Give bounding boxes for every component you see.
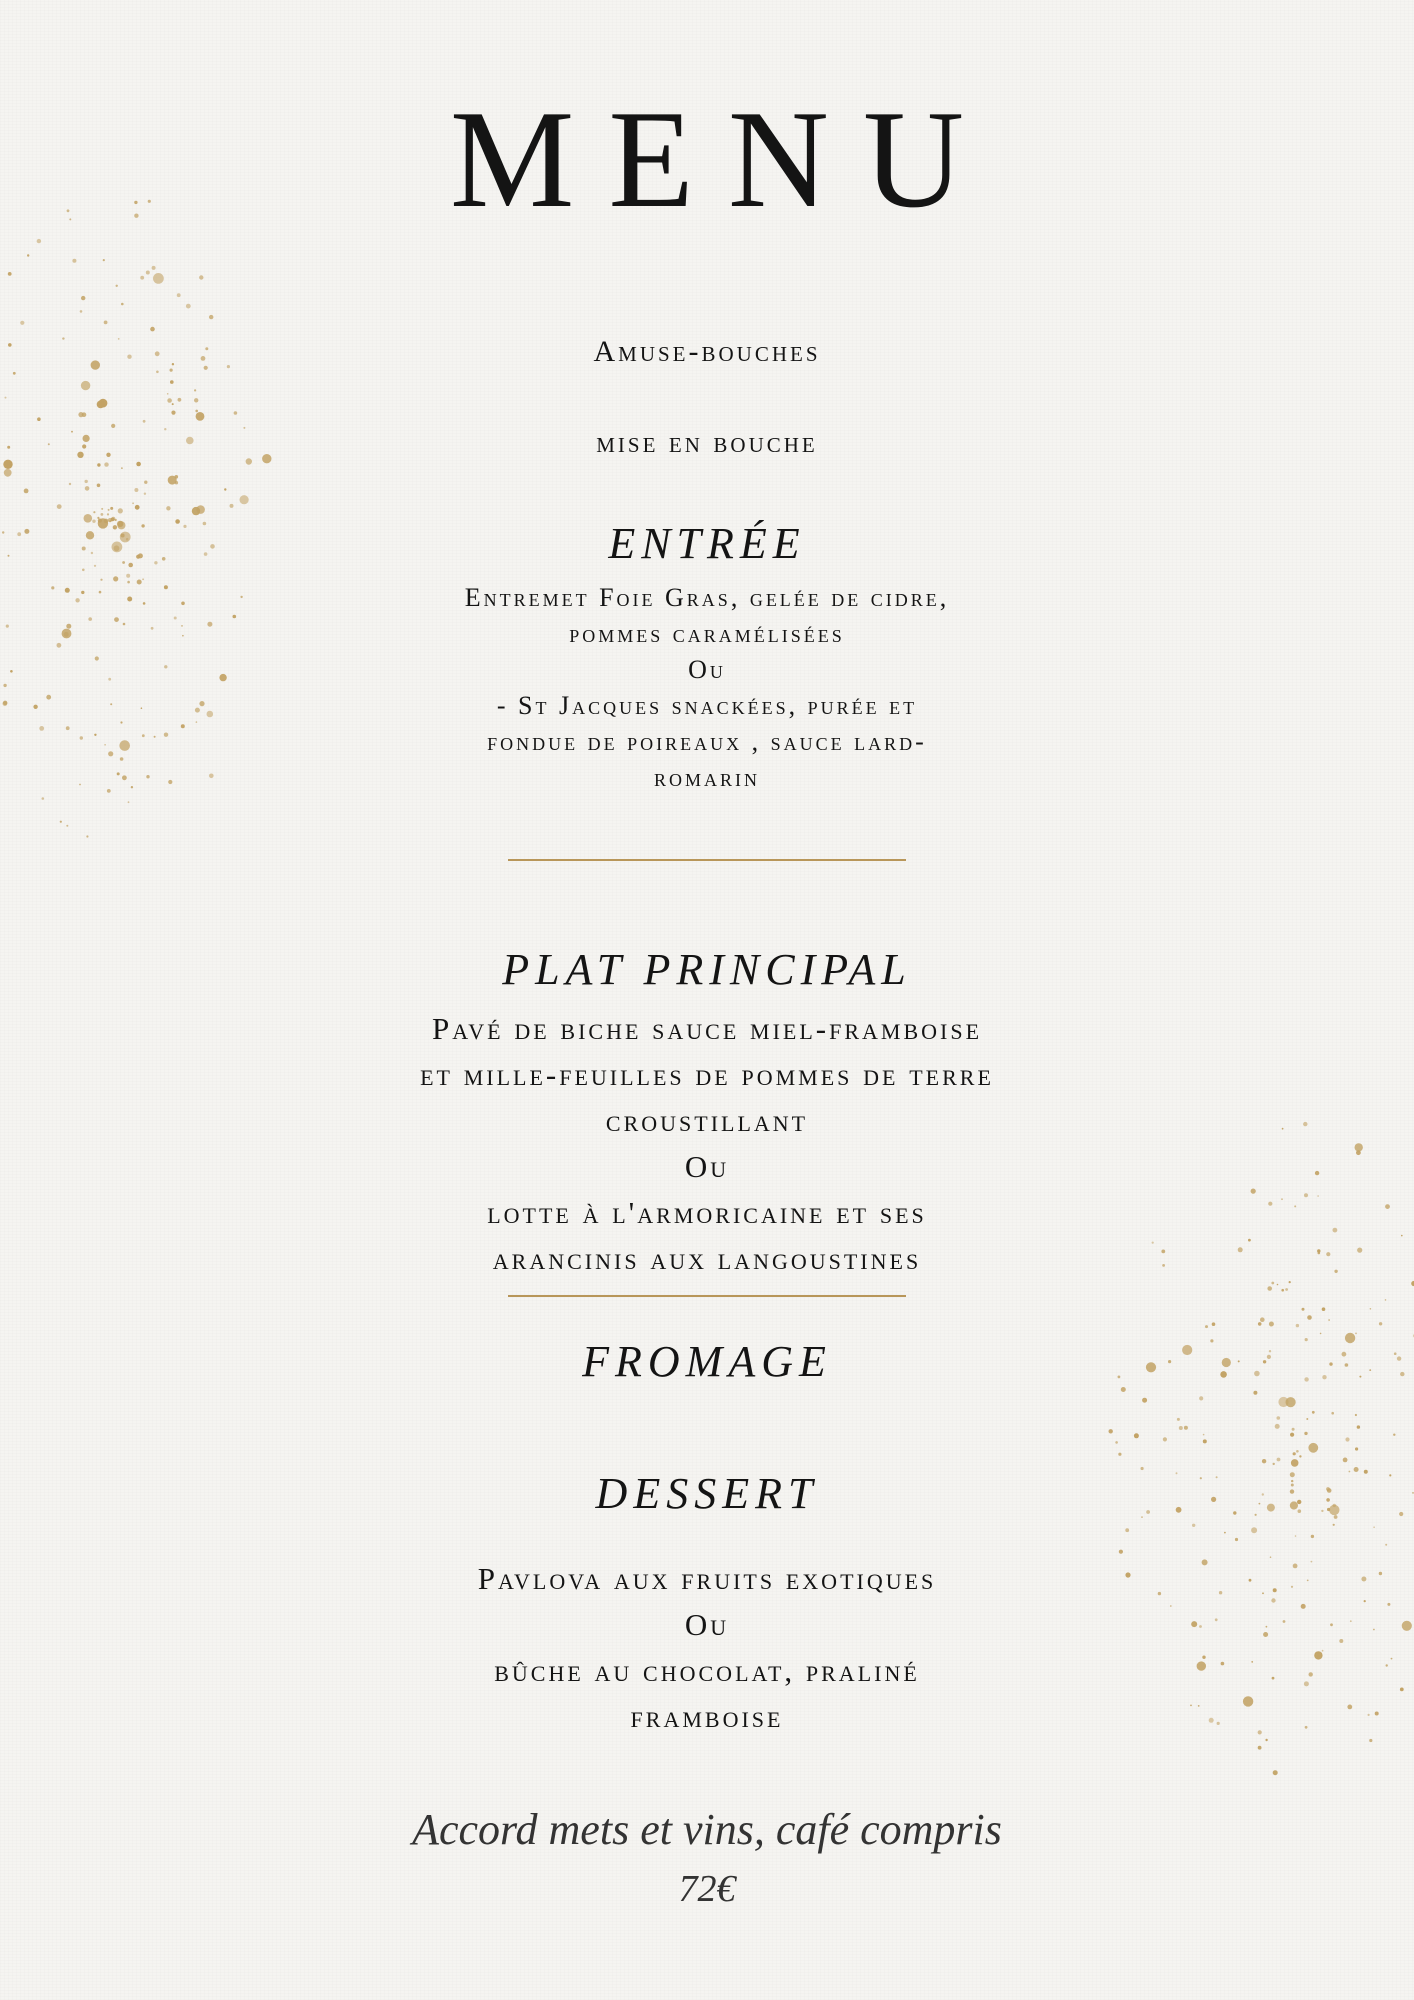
gold-fleck (101, 513, 104, 516)
gold-fleck (1357, 1425, 1360, 1428)
gold-fleck (140, 276, 144, 280)
gold-fleck (103, 259, 105, 261)
gold-fleck (172, 403, 174, 405)
gold-fleck (1312, 1411, 1315, 1414)
gold-fleck (1212, 1322, 1216, 1326)
gold-fleck (192, 507, 200, 515)
entree-line: Ou (688, 655, 726, 684)
plat-line: croustillant (605, 1103, 809, 1138)
plat-line: lotte à l'armoricaine et ses (487, 1195, 927, 1230)
gold-fleck (97, 401, 105, 409)
gold-fleck (1177, 1418, 1180, 1421)
gold-fleck (167, 398, 172, 403)
gold-fleck (20, 321, 24, 325)
gold-fleck (1343, 1458, 1348, 1463)
gold-fleck (66, 825, 68, 827)
gold-fleck (1192, 1524, 1195, 1527)
gold-fleck (37, 417, 41, 421)
gold-fleck (146, 271, 150, 275)
gold-fleck (121, 303, 124, 306)
gold-fleck (1292, 1428, 1295, 1431)
gold-fleck (144, 481, 147, 484)
gold-fleck (1331, 1412, 1334, 1415)
gold-fleck (1134, 1433, 1139, 1438)
gold-fleck (4, 469, 12, 477)
gold-fleck (1373, 1526, 1375, 1528)
entree-line: pommes caramélisées (569, 619, 845, 648)
gold-fleck (230, 504, 234, 508)
gold-fleck (224, 488, 226, 490)
gold-fleck (42, 797, 45, 800)
entree-line: - St Jacques snackées, purée et (496, 691, 918, 720)
gold-fleck (1291, 1459, 1299, 1467)
gold-fleck (80, 310, 83, 313)
gold-fleck (1235, 1538, 1238, 1541)
gold-fleck (194, 389, 196, 391)
gold-fleck (1109, 1429, 1113, 1433)
gold-fleck (5, 397, 7, 399)
gold-fleck (196, 412, 205, 421)
gold-fleck (82, 569, 85, 572)
gold-fleck (1258, 1746, 1262, 1750)
gold-fleck (135, 505, 140, 510)
gold-fleck (1307, 1315, 1312, 1320)
dessert-line: framboise (630, 1699, 784, 1734)
amuse-bouches-line: mise en bouche (596, 426, 818, 459)
gold-fleck (1355, 1414, 1357, 1416)
entree-line: fondue de poireaux , sauce lard- (487, 727, 927, 756)
gold-fleck (1258, 1322, 1262, 1326)
gold-fleck (1296, 1324, 1299, 1327)
gold-fleck (170, 369, 173, 372)
gold-fleck (152, 266, 156, 270)
gold-fleck (81, 296, 85, 300)
gold-fleck (178, 398, 182, 402)
gold-fleck (1121, 1387, 1126, 1392)
gold-fleck (1277, 1458, 1281, 1462)
dessert-line: Ou (684, 1607, 730, 1642)
gold-fleck (1370, 1308, 1372, 1310)
gold-fleck (1267, 1286, 1272, 1291)
gold-fleck (13, 372, 16, 375)
gold-fleck (1205, 1325, 1208, 1328)
gold-fleck (1333, 1524, 1335, 1526)
gold-fleck (82, 412, 87, 417)
gold-fleck (1295, 1535, 1297, 1537)
gold-fleck (1251, 1527, 1257, 1533)
gold-fleck (1355, 1447, 1358, 1450)
entree-list (0, 580, 1414, 796)
gold-fleck (104, 462, 108, 466)
gold-fleck (171, 411, 175, 415)
plat-line: arancinis aux langoustines (492, 1241, 922, 1276)
gold-fleck (1179, 1426, 1183, 1430)
gold-fleck (1142, 1398, 1147, 1403)
gold-fleck (143, 420, 146, 423)
gold-fleck (1203, 1439, 1207, 1443)
gold-fleck (86, 835, 88, 837)
gold-fleck (1286, 1397, 1296, 1407)
gold-fleck (134, 488, 138, 492)
gold-fleck (104, 321, 108, 325)
gold-fleck (37, 239, 41, 243)
gold-fleck (116, 285, 118, 287)
gold-fleck (199, 275, 203, 279)
gold-fleck (1269, 1322, 1274, 1327)
gold-fleck (8, 272, 12, 276)
plat-line: Ou (684, 1149, 730, 1184)
gold-fleck (27, 254, 29, 256)
gold-fleck (1320, 1333, 1322, 1335)
gold-fleck (1290, 1433, 1294, 1437)
gold-fleck (153, 273, 164, 284)
footer-note: Accord mets et vins, café compris (412, 1805, 1002, 1854)
gold-divider (508, 859, 906, 861)
gold-fleck (81, 381, 90, 390)
gold-fleck (1285, 1288, 1288, 1291)
gold-fleck (194, 398, 198, 402)
gold-fleck (97, 484, 101, 488)
gold-fleck (1115, 1441, 1118, 1444)
gold-fleck (1385, 1299, 1387, 1301)
plat-principal-heading: PLAT PRINCIPAL (502, 945, 912, 994)
gold-fleck (1311, 1535, 1314, 1538)
gold-fleck (1273, 1463, 1275, 1465)
menu-title: MENU (449, 82, 999, 237)
plat-line: et mille-feuilles de pommes de terre (420, 1057, 994, 1092)
gold-fleck (93, 511, 95, 513)
dessert-line: Pavlova aux fruits exotiques (477, 1561, 937, 1596)
gold-fleck (1322, 1307, 1326, 1311)
gold-fleck (177, 293, 181, 297)
gold-fleck (170, 380, 174, 384)
gold-fleck (246, 458, 252, 464)
gold-fleck (126, 574, 130, 578)
gold-fleck (1355, 1333, 1357, 1335)
gold-fleck (1345, 1437, 1349, 1441)
gold-fleck (1273, 1770, 1278, 1775)
gold-fleck (118, 508, 123, 513)
gold-fleck (128, 801, 130, 803)
gold-fleck (186, 304, 191, 309)
gold-fleck (1277, 1284, 1279, 1286)
entree-heading: ENTRÉE (608, 519, 806, 568)
plat-principal-list (0, 1006, 1414, 1282)
gold-fleck (108, 509, 110, 511)
gold-fleck (144, 493, 146, 495)
gold-fleck (1293, 1452, 1296, 1455)
entree-line: Entremet Foie Gras, gelée de cidre, (464, 583, 950, 612)
gold-fleck (1125, 1528, 1129, 1532)
gold-fleck (1393, 1434, 1395, 1436)
gold-fleck (1203, 1434, 1205, 1436)
gold-fleck (72, 259, 76, 263)
gold-fleck (1271, 1282, 1274, 1285)
gold-fleck (1304, 1432, 1307, 1435)
gold-fleck (195, 410, 198, 413)
fromage-heading: FROMAGE (582, 1337, 832, 1386)
gold-fleck (57, 504, 62, 509)
gold-fleck (156, 371, 159, 374)
gold-fleck (1277, 1416, 1281, 1420)
gold-fleck (1224, 1532, 1226, 1534)
gold-fleck (1118, 1453, 1121, 1456)
plat-line: Pavé de biche sauce miel-framboise (431, 1011, 983, 1046)
gold-fleck (1379, 1322, 1382, 1325)
gold-fleck (1299, 1455, 1301, 1457)
gold-fleck (240, 495, 249, 504)
gold-fleck (1328, 1319, 1330, 1321)
gold-fleck (112, 517, 116, 521)
amuse-bouches-heading: Amuse-bouches (593, 335, 821, 368)
gold-fleck (121, 467, 123, 469)
gold-fleck (1281, 1289, 1284, 1292)
gold-fleck (234, 411, 238, 415)
gold-fleck (107, 513, 109, 515)
dessert-heading: DESSERT (595, 1469, 819, 1518)
gold-fleck (1306, 1418, 1308, 1420)
gold-fleck (24, 489, 29, 494)
entree-line: romarin (653, 763, 760, 792)
gold-fleck (209, 315, 213, 319)
gold-fleck (132, 502, 134, 504)
gold-fleck (167, 393, 169, 395)
gold-fleck (69, 483, 71, 485)
gold-fleck (1199, 1396, 1203, 1400)
gold-fleck (1163, 1437, 1167, 1441)
gold-divider (508, 1295, 906, 1297)
gold-fleck (110, 507, 113, 510)
gold-fleck (85, 480, 88, 483)
gold-fleck (1275, 1424, 1280, 1429)
gold-fleck (1119, 1550, 1123, 1554)
gold-fleck (150, 327, 155, 332)
gold-fleck (1262, 1459, 1266, 1463)
gold-fleck (1302, 1308, 1305, 1311)
dessert-line: bûche au chocolat, praliné (494, 1653, 920, 1688)
gold-fleck (3, 460, 12, 469)
footer-price: 72€ (678, 1868, 736, 1910)
gold-fleck (1141, 1467, 1144, 1470)
gold-fleck (1385, 1544, 1387, 1546)
gold-fleck (136, 462, 141, 467)
gold-fleck (1260, 1317, 1265, 1322)
gold-fleck (85, 486, 90, 491)
gold-fleck (175, 475, 179, 479)
gold-fleck (1141, 1516, 1143, 1518)
gold-fleck (1184, 1426, 1188, 1430)
gold-fleck (1253, 1391, 1257, 1395)
gold-fleck (166, 506, 170, 510)
gold-fleck (101, 508, 103, 510)
gold-fleck (1308, 1443, 1318, 1453)
gold-fleck (1296, 1450, 1299, 1453)
dessert-list (0, 1556, 1414, 1740)
gold-fleck (60, 821, 62, 823)
gold-fleck (97, 463, 100, 466)
